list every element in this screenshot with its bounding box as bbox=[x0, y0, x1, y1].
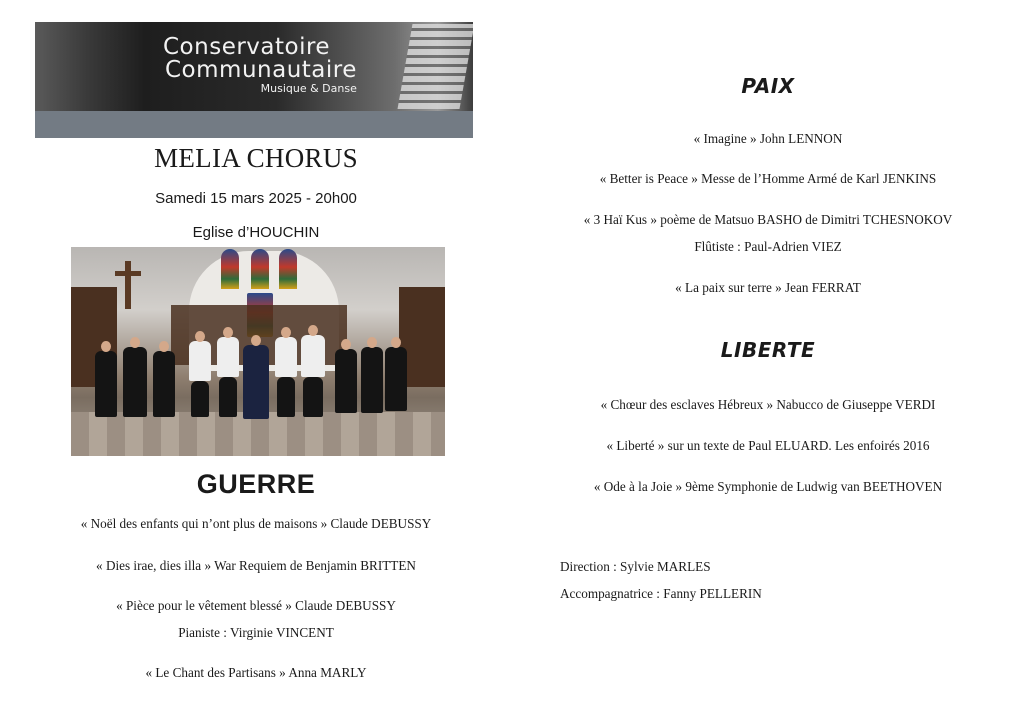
logo-line1: Conservatoire bbox=[163, 34, 331, 60]
choir-member-head bbox=[130, 337, 140, 348]
choir-member bbox=[275, 337, 297, 377]
choir-member bbox=[303, 377, 323, 417]
program-item: « Imagine » John LENNON bbox=[693, 131, 843, 146]
choir-member-head bbox=[101, 341, 111, 352]
program-item: « Chœur des esclaves Hébreux » Nabucco de Giuseppe VERDI bbox=[600, 397, 936, 412]
stained-glass-window bbox=[279, 249, 297, 289]
choir-member-head bbox=[391, 337, 401, 348]
section-heading-paix: PAIX bbox=[741, 74, 795, 98]
program-item: « 3 Haï Kus » poème de Matsuo BASHO de Dimitri TCHESNOKOV bbox=[583, 212, 953, 227]
choir-member-head bbox=[341, 339, 351, 350]
choir-member bbox=[301, 335, 325, 377]
program-item: « Liberté » sur un texte de Paul ELUARD. Les enfoirés 2016 bbox=[606, 438, 930, 453]
direction-credit: Direction : Sylvie MARLES bbox=[560, 559, 711, 574]
program-item: « Better is Peace » Messe de l’Homme Armé de Karl JENKINS bbox=[599, 171, 937, 186]
choir-member bbox=[243, 345, 269, 419]
choir-member-head bbox=[251, 335, 261, 346]
stained-glass-window bbox=[251, 249, 269, 289]
section-heading-liberte: LIBERTE bbox=[720, 338, 816, 362]
program-item: « Pièce pour le vêtement blessé » Claude DEBUSSY bbox=[116, 598, 396, 613]
choir-member bbox=[277, 377, 295, 417]
banner-bar bbox=[35, 111, 473, 138]
program-item: « La paix sur terre » Jean FERRAT bbox=[675, 280, 861, 295]
logo-subtitle: Musique & Danse bbox=[260, 82, 357, 95]
choir-member-head bbox=[159, 341, 169, 352]
accompanist-credit: Accompagnatrice : Fanny PELLERIN bbox=[560, 586, 762, 601]
crucifix-bar bbox=[115, 271, 141, 276]
program-item: « Le Chant des Partisans » Anna MARLY bbox=[145, 665, 367, 680]
choir-member bbox=[335, 349, 357, 413]
choir-member-head bbox=[367, 337, 377, 348]
choir-member bbox=[191, 381, 209, 417]
choir-member-head bbox=[223, 327, 233, 338]
choir-member bbox=[95, 351, 117, 417]
section-heading-guerre: GUERRE bbox=[196, 469, 316, 499]
performer-credit: Flûtiste : Paul-Adrien VIEZ bbox=[694, 239, 842, 254]
conservatoire-logo bbox=[163, 36, 357, 95]
program-item: « Ode à la Joie » 9ème Symphonie de Ludwig van BEETHOVEN bbox=[593, 479, 943, 494]
choir-member bbox=[123, 347, 147, 417]
logo-line2: Communautaire bbox=[165, 57, 357, 83]
choir-member bbox=[217, 337, 239, 377]
performer-credit: Pianiste : Virginie VINCENT bbox=[178, 625, 334, 640]
choir-member bbox=[385, 347, 407, 411]
choir-member-head bbox=[281, 327, 291, 338]
program-item: « Noël des enfants qui n’ont plus de maisons » Claude DEBUSSY bbox=[80, 516, 432, 531]
program-item: « Dies irae, dies illa » War Requiem de Benjamin BRITTEN bbox=[96, 558, 416, 573]
choir-member bbox=[219, 377, 237, 417]
concert-date: Samedi 15 mars 2025 - 20h00 bbox=[155, 190, 357, 207]
crucifix bbox=[125, 261, 131, 309]
choir-member bbox=[153, 351, 175, 417]
concert-venue: Eglise d’HOUCHIN bbox=[192, 224, 320, 241]
conservatoire-banner bbox=[35, 22, 473, 138]
choir-member-head bbox=[195, 331, 205, 342]
stained-glass-window bbox=[221, 249, 239, 289]
choir-photo bbox=[71, 247, 445, 456]
concert-title: MELIA CHORUS bbox=[154, 143, 358, 173]
choir-member bbox=[361, 347, 383, 413]
choir-member-head bbox=[308, 325, 318, 336]
choir-member bbox=[189, 341, 211, 381]
